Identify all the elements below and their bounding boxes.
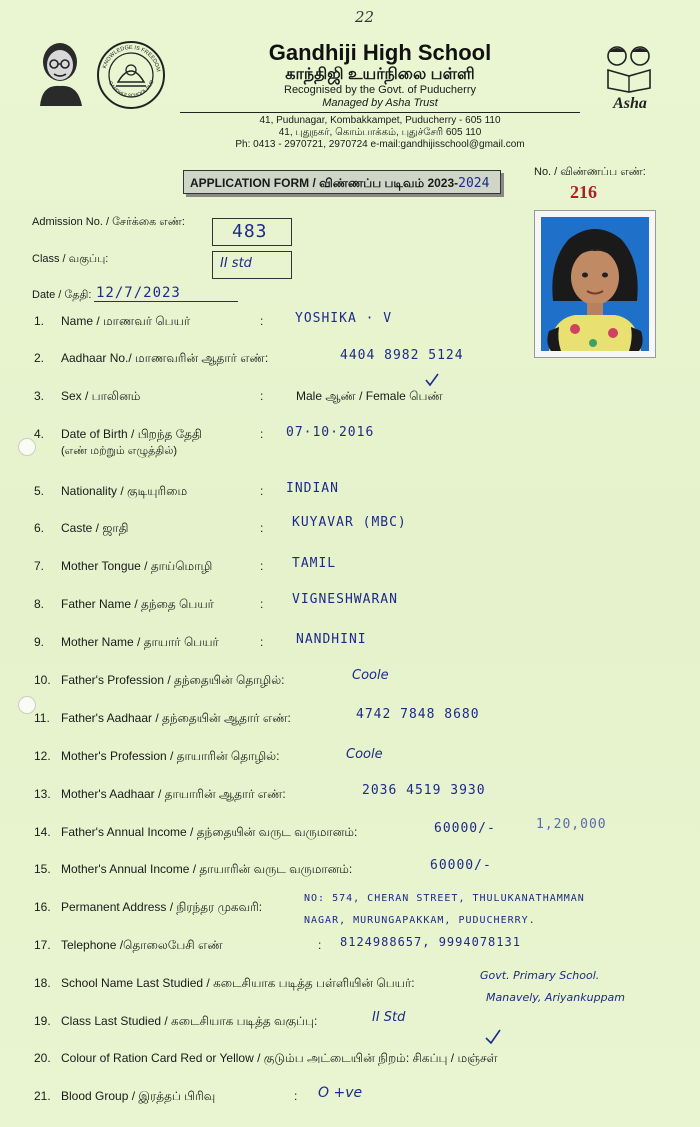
- field-value-dob: 07·10·2016: [286, 425, 375, 440]
- field-value-last-school-line1: Govt. Primary School.: [480, 969, 600, 982]
- field-label-sex: Sex / பாலினம்: [61, 389, 141, 403]
- field-colon: :: [260, 559, 264, 573]
- row-number: 7.: [34, 559, 45, 573]
- row-number: 21.: [34, 1089, 51, 1103]
- field-label-father-profession: Father's Profession / தந்தையின் தொழில்:: [61, 673, 285, 687]
- field-label-mother-profession: Mother's Profession / தாயாரின் தொழில்:: [61, 749, 280, 763]
- field-value-address-line1: NO: 574, CHERAN STREET, THULUKANATHAMMAN: [304, 893, 585, 904]
- checkmark-female-icon: [424, 373, 440, 387]
- field-value-father-aadhaar: 4742 7848 8680: [356, 707, 480, 722]
- asha-trust-logo: [600, 42, 660, 112]
- field-value-mother-aadhaar: 2036 4519 3930: [362, 783, 486, 798]
- address-english: 41, Pudunagar, Kombakkampet, Puducherry - 605 110: [259, 115, 501, 126]
- field-label-ration-card: Colour of Ration Card Red or Yellow / குடும்ப அட்டையின் நிறம்: சிகப்பு / மஞ்சள்: [61, 1051, 498, 1065]
- field-value-father-income-revised: 1,20,000: [536, 817, 607, 832]
- row-number: 13.: [34, 787, 51, 801]
- page-number: 22: [355, 8, 375, 26]
- field-label-caste: Caste / ஜாதி: [61, 521, 129, 535]
- field-colon: :: [260, 427, 264, 441]
- contact-info: Ph: 0413 - 2970721, 2970724 e-mail:gandhijisschool@gmail.com: [235, 139, 525, 150]
- field-value-mother-profession: Coole: [346, 747, 383, 762]
- row-number: 2.: [34, 351, 45, 365]
- field-label-name: Name / மாணவர் பெயர்: [61, 314, 191, 328]
- field-label-last-class: Class Last Studied / கடைசியாக படித்த வகுப்பு:: [61, 1014, 318, 1028]
- form-title-box: [183, 170, 501, 194]
- row-number: 8.: [34, 597, 45, 611]
- admission-number-value: 483: [232, 221, 268, 242]
- date-value: 12/7/2023: [96, 285, 181, 301]
- field-value-name: YOSHIKA · V: [295, 311, 393, 326]
- admission-number-label: Admission No. / சேர்க்கை எண்:: [32, 216, 185, 228]
- field-label-mother-name: Mother Name / தாயார் பெயர்: [61, 635, 219, 649]
- gandhi-portrait-logo: [34, 40, 86, 106]
- row-number: 4.: [34, 427, 45, 441]
- row-number: 15.: [34, 862, 51, 876]
- field-label-telephone: Telephone /தொலைபேசி எண்: [61, 938, 223, 952]
- date-underline: [94, 301, 238, 302]
- row-number: 10.: [34, 673, 51, 687]
- row-number: 6.: [34, 521, 45, 535]
- applicant-photo: [534, 210, 656, 358]
- field-label-blood-group: Blood Group / இரத்தப் பிரிவு: [61, 1089, 216, 1103]
- row-number: 17.: [34, 938, 51, 952]
- row-number: 5.: [34, 484, 45, 498]
- row-number: 18.: [34, 976, 51, 990]
- field-colon: :: [260, 484, 264, 498]
- field-label-last-school: School Name Last Studied / கடைசியாக படித்த பள்ளியின் பெயர்:: [61, 976, 415, 990]
- field-colon: :: [294, 1089, 298, 1103]
- row-number: 3.: [34, 389, 45, 403]
- row-number: 19.: [34, 1014, 51, 1028]
- school-name-tamil: காந்திஜி உயர்நிலை பள்ளி: [285, 66, 475, 83]
- field-value-father-income: 60000/-: [434, 821, 496, 836]
- checkmark-red-icon: [484, 1028, 502, 1046]
- svg-text:KNOWLEDGE IS FREEDOM: KNOWLEDGE IS FREEDOM: [101, 44, 161, 73]
- school-seal-logo: [96, 40, 166, 110]
- managed-by-text: Managed by Asha Trust: [322, 97, 438, 109]
- field-value-father-name: VIGNESHWARAN: [292, 592, 398, 607]
- field-label-nationality: Nationality / குடியுரிமை: [61, 484, 188, 498]
- field-label-father-income: Father's Annual Income / தந்தையின் வருட வருமானம்:: [61, 825, 358, 839]
- field-value-blood-group: O +ve: [318, 1085, 363, 1101]
- field-value-mother-income: 60000/-: [430, 858, 492, 873]
- row-number: 16.: [34, 900, 51, 914]
- field-label-mother-tongue: Mother Tongue / தாய்மொழி: [61, 559, 213, 573]
- row-number: 11.: [34, 711, 50, 725]
- form-year-handwritten: 2024: [458, 176, 490, 191]
- punch-hole: [18, 438, 36, 456]
- form-title: APPLICATION FORM / விண்ணப்ப படிவம் 2023-: [190, 176, 459, 190]
- field-value-mother-name: NANDHINI: [296, 632, 367, 647]
- application-number-value: 216: [570, 182, 597, 202]
- date-label: Date / தேதி:: [32, 289, 92, 301]
- class-value: II std: [220, 256, 252, 271]
- row-number: 12.: [34, 749, 51, 763]
- field-value-nationality: INDIAN: [286, 481, 339, 496]
- field-value-address-line2: NAGAR, MURUNGAPAKKAM, PUDUCHERRY.: [304, 915, 536, 926]
- field-label-dob-note: (எண் மற்றும் எழுத்தில்): [61, 445, 178, 457]
- svg-text:GANDHIJI SCHOOL PUDUCHERRY: GANDHIJI SCHOOL PUD: [106, 79, 156, 100]
- school-name: Gandhiji High School: [268, 40, 492, 65]
- field-colon: :: [260, 597, 264, 611]
- field-value-sex-options: Male ஆண் / Female பெண்: [296, 389, 443, 403]
- field-label-father-aadhaar: Father's Aadhaar / தந்தையின் ஆதார் எண்:: [61, 711, 291, 725]
- field-label-father-name: Father Name / தந்தை பெயர்: [61, 597, 214, 611]
- field-colon: :: [260, 521, 264, 535]
- field-value-caste: KUYAVAR (MBC): [292, 515, 407, 530]
- address-tamil: 41, புதுநகர், கொம்பாக்கம், புதுச்சேரி 605 110: [278, 127, 482, 138]
- row-number: 9.: [34, 635, 45, 649]
- field-colon: :: [260, 389, 264, 403]
- asha-logo-text: Asha: [613, 95, 647, 112]
- recognition-text: Recognised by the Govt. of Puducherry: [284, 84, 476, 96]
- field-label-mother-aadhaar: Mother's Aadhaar / தாயாரின் ஆதார் எண்:: [61, 787, 286, 801]
- field-value-telephone: 8124988657, 9994078131: [340, 935, 521, 949]
- field-colon: :: [260, 314, 264, 328]
- row-number: 1.: [34, 314, 45, 328]
- class-label: Class / வகுப்பு:: [32, 253, 109, 265]
- field-label-address: Permanent Address / நிரந்தர முகவரி:: [61, 900, 263, 914]
- field-colon: :: [318, 938, 322, 952]
- field-value-aadhaar: 4404 8982 5124: [340, 348, 464, 363]
- field-label-aadhaar: Aadhaar No./ மாணவரின் ஆதார் எண்:: [61, 351, 269, 365]
- field-colon: :: [260, 635, 264, 649]
- row-number: 20.: [34, 1051, 51, 1065]
- field-value-father-profession: Coole: [352, 668, 389, 683]
- header-divider: [180, 112, 580, 113]
- application-number-label: No. / விண்ணப்ப எண்:: [534, 166, 646, 178]
- field-value-last-school-line2: Manavely, Ariyankuppam: [486, 991, 626, 1004]
- field-label-dob: Date of Birth / பிறந்த தேதி: [61, 427, 202, 441]
- field-value-last-class: II Std: [372, 1010, 406, 1025]
- field-label-mother-income: Mother's Annual Income / தாயாரின் வருட வருமானம்:: [61, 862, 353, 876]
- field-value-mother-tongue: TAMIL: [292, 556, 337, 571]
- row-number: 14.: [34, 825, 51, 839]
